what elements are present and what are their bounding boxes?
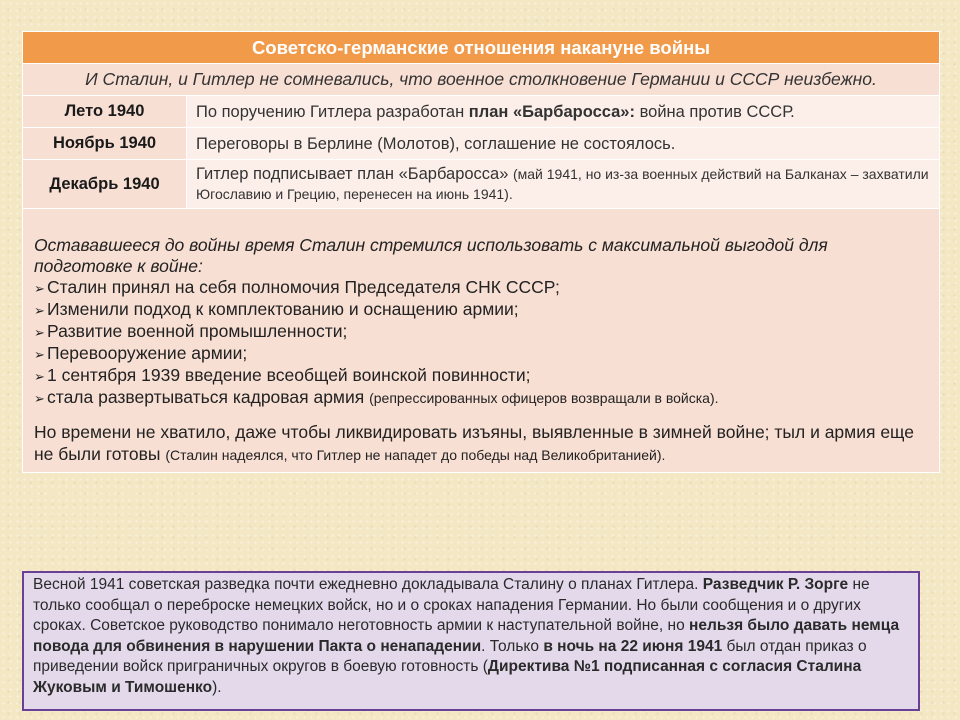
list-item — [34, 299, 919, 321]
list-item-text: 1 сентября 1939 введение всеобщей воинской повинности; — [47, 365, 531, 385]
info-bold-text: в ночь на 22 июня 1941 — [543, 637, 723, 655]
row-date: Декабрь 1940 — [23, 160, 187, 209]
list-item-text: Развитие военной промышленности; — [47, 321, 348, 341]
list-item-text: стала развертываться кадровая армия — [47, 387, 370, 407]
event-text: Гитлер подписывает план «Барбаросса» — [196, 165, 513, 183]
info-text: не только сообщал о переброске немецких войск, но и о сроках нападения Германии. Но были сообщения и о других сроках. Советское руководство понимало неготовность армии к наступательной войне, но — [33, 576, 870, 634]
event-note: (май 1941, но из-за военных действий на Балканах – захватили Югославию и Грецию, перенесен на июнь 1941). — [196, 166, 929, 202]
relations-table — [22, 31, 940, 473]
info-bold-text: нельзя было давать немца повода для обвинения в нарушении Пакта о ненападении — [33, 617, 900, 655]
table-row — [23, 128, 940, 160]
arrow-bullet-icon: ➢ — [34, 303, 45, 318]
event-text: война против СССР. — [634, 102, 795, 121]
row-event — [187, 160, 940, 209]
main-row — [23, 209, 940, 473]
list-item — [34, 343, 919, 365]
arrow-bullet-icon: ➢ — [34, 325, 45, 340]
list-item — [34, 365, 919, 387]
info-bold-text: Разведчик Р. Зорге — [702, 576, 849, 593]
info-text: ). — [212, 678, 222, 696]
arrow-bullet-icon: ➢ — [34, 281, 45, 296]
table-title-row — [23, 32, 940, 64]
table-row — [23, 160, 940, 209]
row-event: Переговоры в Берлине (Молотов), соглашение не состоялось. — [187, 128, 940, 160]
main-content — [23, 209, 940, 473]
info-text: . Только — [481, 637, 544, 655]
list-item — [34, 321, 919, 343]
arrow-bullet-icon: ➢ — [34, 347, 45, 362]
table-subtitle: И Сталин, и Гитлер не сомневались, что военное столкновение Германии и СССР неизбежно. — [23, 64, 940, 96]
arrow-bullet-icon: ➢ — [34, 369, 45, 384]
list-item-note: (репрессированных офицеров возвращали в войска). — [369, 390, 719, 406]
event-text: По поручению Гитлера разработан — [196, 102, 469, 121]
info-text: Весной 1941 советская разведка почти ежедневно докладывала Сталину о планах Гитлера. — [33, 576, 703, 593]
event-text-bold: план «Барбаросса»: — [468, 102, 635, 121]
intro-text: Остававшееся до войны время Сталин стремился использовать с максимальной выгодой для подготовке к войне: — [34, 235, 828, 276]
info-text: был отдан приказ о приведении войск приграничных округов в боевую готовность ( — [33, 637, 867, 675]
list-item-text: Сталин принял на себя полномочия Председателя СНК СССР; — [47, 277, 560, 297]
row-event — [187, 96, 940, 128]
table-subtitle-row — [23, 64, 940, 96]
table-title: Советско-германские отношения накануне войны — [23, 32, 940, 64]
arrow-bullet-icon: ➢ — [34, 391, 45, 406]
conclusion-main: Но времени не хватило, даже чтобы ликвидировать изъяны, выявленные в зимней войне; тыл и армия еще не были готовы — [34, 422, 914, 464]
list-item-text: Перевооружение армии; — [47, 343, 248, 363]
intelligence-info-box — [22, 571, 920, 711]
row-date: Лето 1940 — [23, 96, 187, 128]
conclusion-text — [34, 421, 919, 466]
measures-list — [34, 277, 919, 409]
conclusion-note: (Сталин надеялся, что Гитлер не нападет до победы над Великобританией). — [165, 447, 666, 463]
list-item — [34, 277, 919, 299]
info-bold-text: Директива №1 подписанная с согласия Сталина Жуковым и Тимошенко — [33, 658, 862, 696]
table-row — [23, 96, 940, 128]
list-item — [34, 387, 919, 409]
list-item-text: Изменили подход к комплектованию и оснащению армии; — [47, 299, 519, 319]
row-date: Ноябрь 1940 — [23, 128, 187, 160]
